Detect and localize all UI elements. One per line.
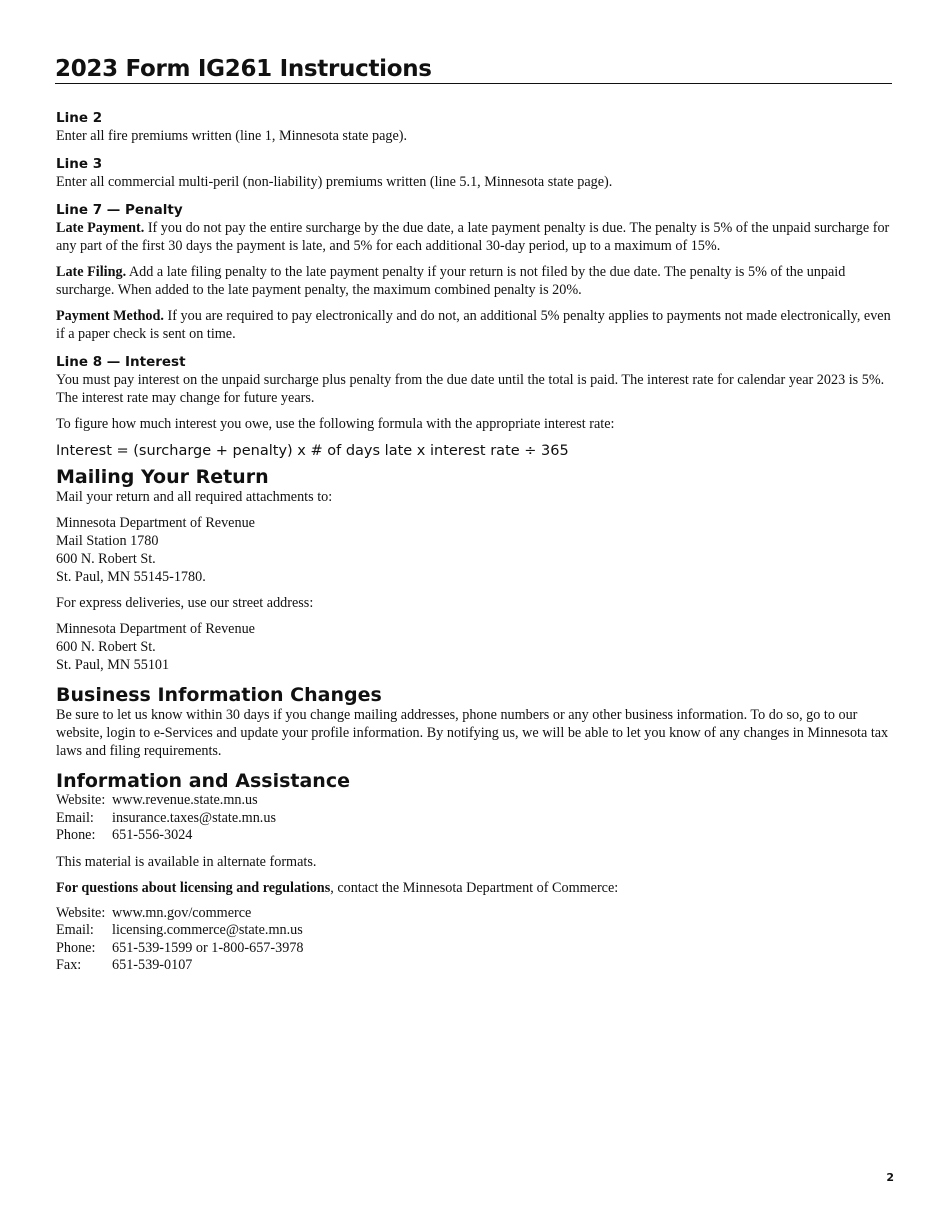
document-body [56, 109, 892, 975]
contact-value: 651-539-1599 or 1-800-657-3978 [112, 939, 304, 956]
contact-value: 651-556-3024 [112, 827, 193, 843]
payment-method-paragraph [56, 307, 892, 343]
document-title: 2023 Form IG261 Instructions [55, 55, 892, 84]
line2-heading: Line 2 [56, 110, 103, 126]
contact-label: Phone: [56, 939, 96, 956]
address-line: Minnesota Department of Revenue [56, 621, 255, 637]
address-line: Mail Station 1780 [56, 533, 159, 549]
late-filing-paragraph [56, 263, 892, 299]
address-line: St. Paul, MN 55101 [56, 657, 170, 673]
info-heading: Information and Assistance [56, 770, 350, 792]
address-line: Minnesota Department of Revenue [56, 515, 255, 531]
contact-label: Phone: [56, 827, 96, 843]
contact-label: Fax: [56, 957, 82, 973]
licensing-paragraph [56, 879, 892, 897]
late-filing-text: Add a late filing penalty to the late payment penalty if your return is not filed by the due date. The penalty is 5% of the unpaid surcharge. When added to the late payment penalty, the maximum combined penalty is 20%. [56, 264, 846, 298]
contact-label: Website: [56, 792, 106, 808]
payment-method-label: Payment Method. [56, 308, 164, 324]
contact-row [56, 922, 892, 940]
contact-label: Email: [56, 809, 94, 826]
licensing-text: , contact the Minnesota Department of Commerce: [330, 879, 619, 896]
alt-formats-text: This material is available in alternate formats. [56, 853, 317, 870]
late-filing-label: Late Filing. [56, 264, 127, 280]
mailing-intro: Mail your return and all required attachments to: [56, 489, 333, 505]
contact-row [56, 957, 892, 975]
line2-text: Enter all fire premiums written (line 1, Minnesota state page). [56, 128, 408, 144]
contact-row [56, 827, 892, 845]
revenue-contacts [56, 792, 892, 845]
contact-value: 651-539-0107 [112, 957, 193, 973]
address-line: 600 N. Robert St. [56, 639, 156, 655]
payment-method-text: If you are required to pay electronically and do not, an additional 5% penalty applies to payments not made electronically, even if a paper check is sent on time. [56, 308, 891, 342]
contact-label: Email: [56, 922, 94, 938]
line8-heading: Line 8 — Interest [56, 354, 186, 370]
address-line: 600 N. Robert St. [56, 551, 156, 567]
address-line: St. Paul, MN 55145-1780. [56, 569, 206, 585]
late-payment-text: If you do not pay the entire surcharge by the due date, a late payment penalty is due. The penalty is 5% of the unpaid surcharge for any part of the first 30 days the payment is late, and 5% for each additional 30-day period, up to a maximum of 15%. [56, 220, 890, 254]
contact-row [56, 940, 892, 958]
commerce-contacts [56, 905, 892, 975]
late-payment-label: Late Payment. [56, 220, 145, 236]
contact-row [56, 905, 892, 923]
page-number: 2 [886, 1171, 894, 1184]
contact-row [56, 792, 892, 810]
express-address [56, 620, 892, 674]
contact-value[interactable]: www.revenue.state.mn.us [112, 792, 258, 808]
interest-formula-intro: To figure how much interest you owe, use the following formula with the appropriate interest rate: [56, 416, 615, 432]
contact-label: Website: [56, 904, 106, 921]
interest-formula: Interest = (surcharge + penalty) x # of days late x interest rate ÷ 365 [56, 443, 569, 459]
mailing-address [56, 514, 892, 586]
licensing-label: For questions about licensing and regulations [56, 879, 331, 896]
contact-value[interactable]: www.mn.gov/commerce [112, 904, 252, 921]
contact-value[interactable]: licensing.commerce@state.mn.us [112, 922, 303, 938]
contact-row [56, 810, 892, 828]
line7-heading: Line 7 — Penalty [56, 202, 183, 218]
late-payment-paragraph [56, 219, 892, 255]
mailing-heading: Mailing Your Return [56, 466, 269, 488]
business-text: Be sure to let us know within 30 days if you change mailing addresses, phone numbers or any other business information. To do so, go to our website, login to e-Services and update your profile information. By notifying us, we will be able to let you know of any changes in Minnesota tax laws and filing requirements. [56, 707, 889, 759]
line3-text: Enter all commercial multi-peril (non-liability) premiums written (line 5.1, Minnesota state page). [56, 174, 613, 190]
line3-heading: Line 3 [56, 156, 103, 172]
business-heading: Business Information Changes [56, 684, 382, 706]
interest-text: You must pay interest on the unpaid surcharge plus penalty from the due date until the total is paid. The interest rate for calendar year 2023 is 5%. The interest rate may change for future years. [56, 372, 885, 406]
contact-value[interactable]: insurance.taxes@state.mn.us [112, 809, 276, 826]
express-intro: For express deliveries, use our street address: [56, 595, 314, 611]
